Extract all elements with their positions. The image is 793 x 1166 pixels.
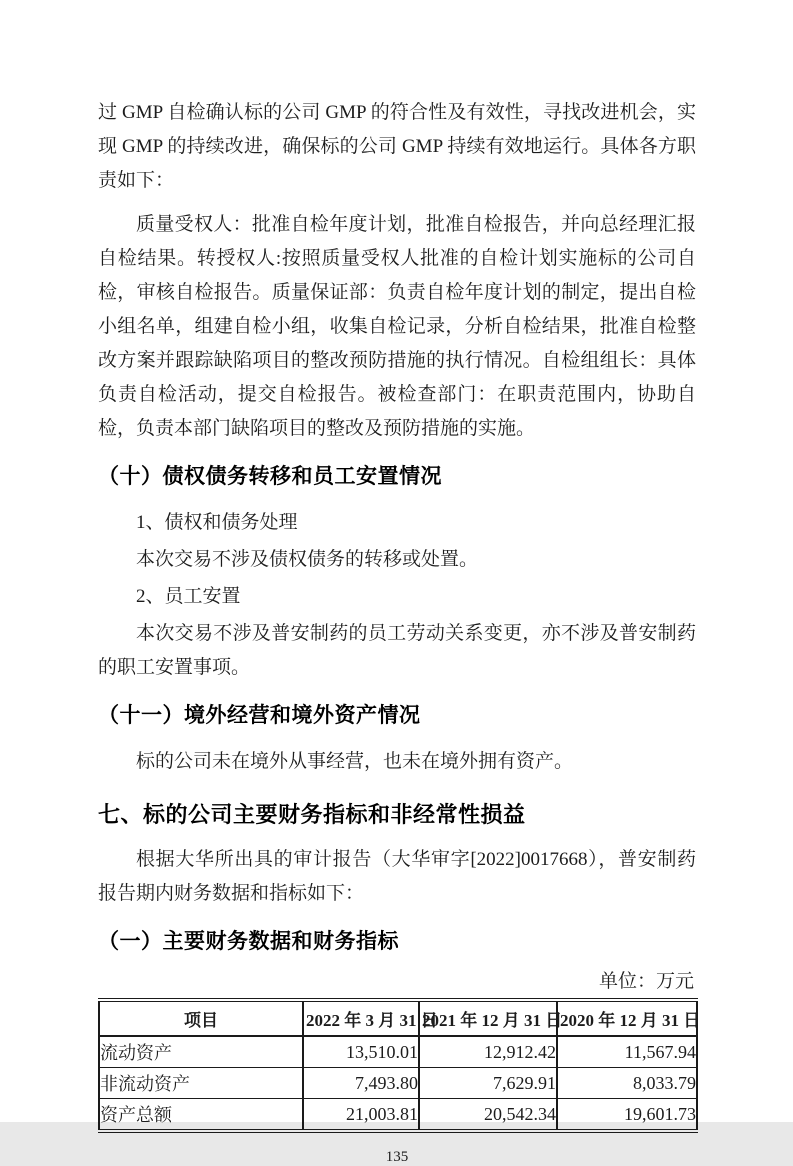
paragraph-debt-statement: 本次交易不涉及债权债务的转移或处置。 [136, 549, 479, 570]
paragraph-gmp-continuation: 过 GMP 自检确认标的公司 GMP 的符合性及有效性，寻找改进机会，实现 GMP 的持续改进，确保标的公司 GMP 持续有效地运行。具体各方职责如下： [98, 102, 696, 191]
heading-chapter-7: 七、标的公司主要财务指标和非经常性损益 [98, 802, 526, 827]
cell-value: 19,601.73 [557, 1099, 697, 1132]
paragraph-overseas-statement: 标的公司未在境外从事经营，也未在境外拥有资产。 [136, 751, 574, 772]
cell-value: 8,033.79 [557, 1068, 697, 1099]
heading-section-10: （十）债权债务转移和员工安置情况 [98, 465, 442, 488]
column-header-2022-03-31: 2022 年 3 月 31 日 [303, 1000, 419, 1036]
financial-data-table [98, 998, 701, 1133]
column-header-item: 项目 [99, 1000, 303, 1036]
list-item-2: 2、员工安置 [136, 586, 241, 607]
cell-value: 21,003.81 [303, 1099, 419, 1132]
cell-value: 7,629.91 [419, 1068, 557, 1099]
row-label-current-assets: 流动资产 [99, 1036, 303, 1068]
cell-value: 20,542.34 [419, 1099, 557, 1132]
paragraph-responsibilities: 质量受权人：批准自检年度计划，批准自检报告，并向总经理汇报自检结果。转授权人:按照质量受权人批准的自检计划实施标的公司自检，审核自检报告。质量保证部：负责自检年度计划的制定，提出自检小组名单，组建自检小组，收集自检记录，分析自检结果，批准自检整改方案并跟踪缺陷项目的整改预防措施的执行情况。自检组组长：具体负责自检活动，提交自检报告。被检查部门：在职责范围内，协助自检，负责本部门缺陷项目的整改及预防措施的实施。 [98, 214, 696, 439]
page-content [98, 96, 701, 1166]
table-row [99, 1068, 697, 1099]
heading-section-1: （一）主要财务数据和财务指标 [98, 930, 399, 953]
paragraph-audit-basis: 根据大华所出具的审计报告（大华审字[2022]0017668），普安制药报告期内财务数据和指标如下： [98, 849, 696, 904]
row-label-total-assets: 资产总额 [100, 1105, 172, 1125]
column-header-2021-12-31: 2021 年 12 月 31 日 [419, 1000, 557, 1036]
page-number: 135 [385, 1149, 409, 1165]
cell-value: 7,493.80 [303, 1068, 419, 1099]
cell-value: 11,567.94 [557, 1036, 697, 1068]
column-header-2020-12-31: 2020 年 12 月 31 日 [557, 1000, 697, 1036]
cell-value: 12,912.42 [419, 1036, 557, 1068]
table-row [99, 1099, 697, 1132]
cell-value: 13,510.01 [303, 1036, 419, 1068]
paragraph-employee-statement: 本次交易不涉及普安制药的员工劳动关系变更，亦不涉及普安制药的职工安置事项。 [98, 623, 696, 678]
heading-section-11: （十一）境外经营和境外资产情况 [98, 704, 421, 727]
table-row [99, 1036, 697, 1068]
unit-note: 单位：万元 [598, 971, 694, 992]
row-label-noncurrent-assets: 非流动资产 [99, 1068, 303, 1099]
table-header-row [99, 1000, 697, 1036]
list-item-1: 1、债权和债务处理 [136, 512, 298, 533]
